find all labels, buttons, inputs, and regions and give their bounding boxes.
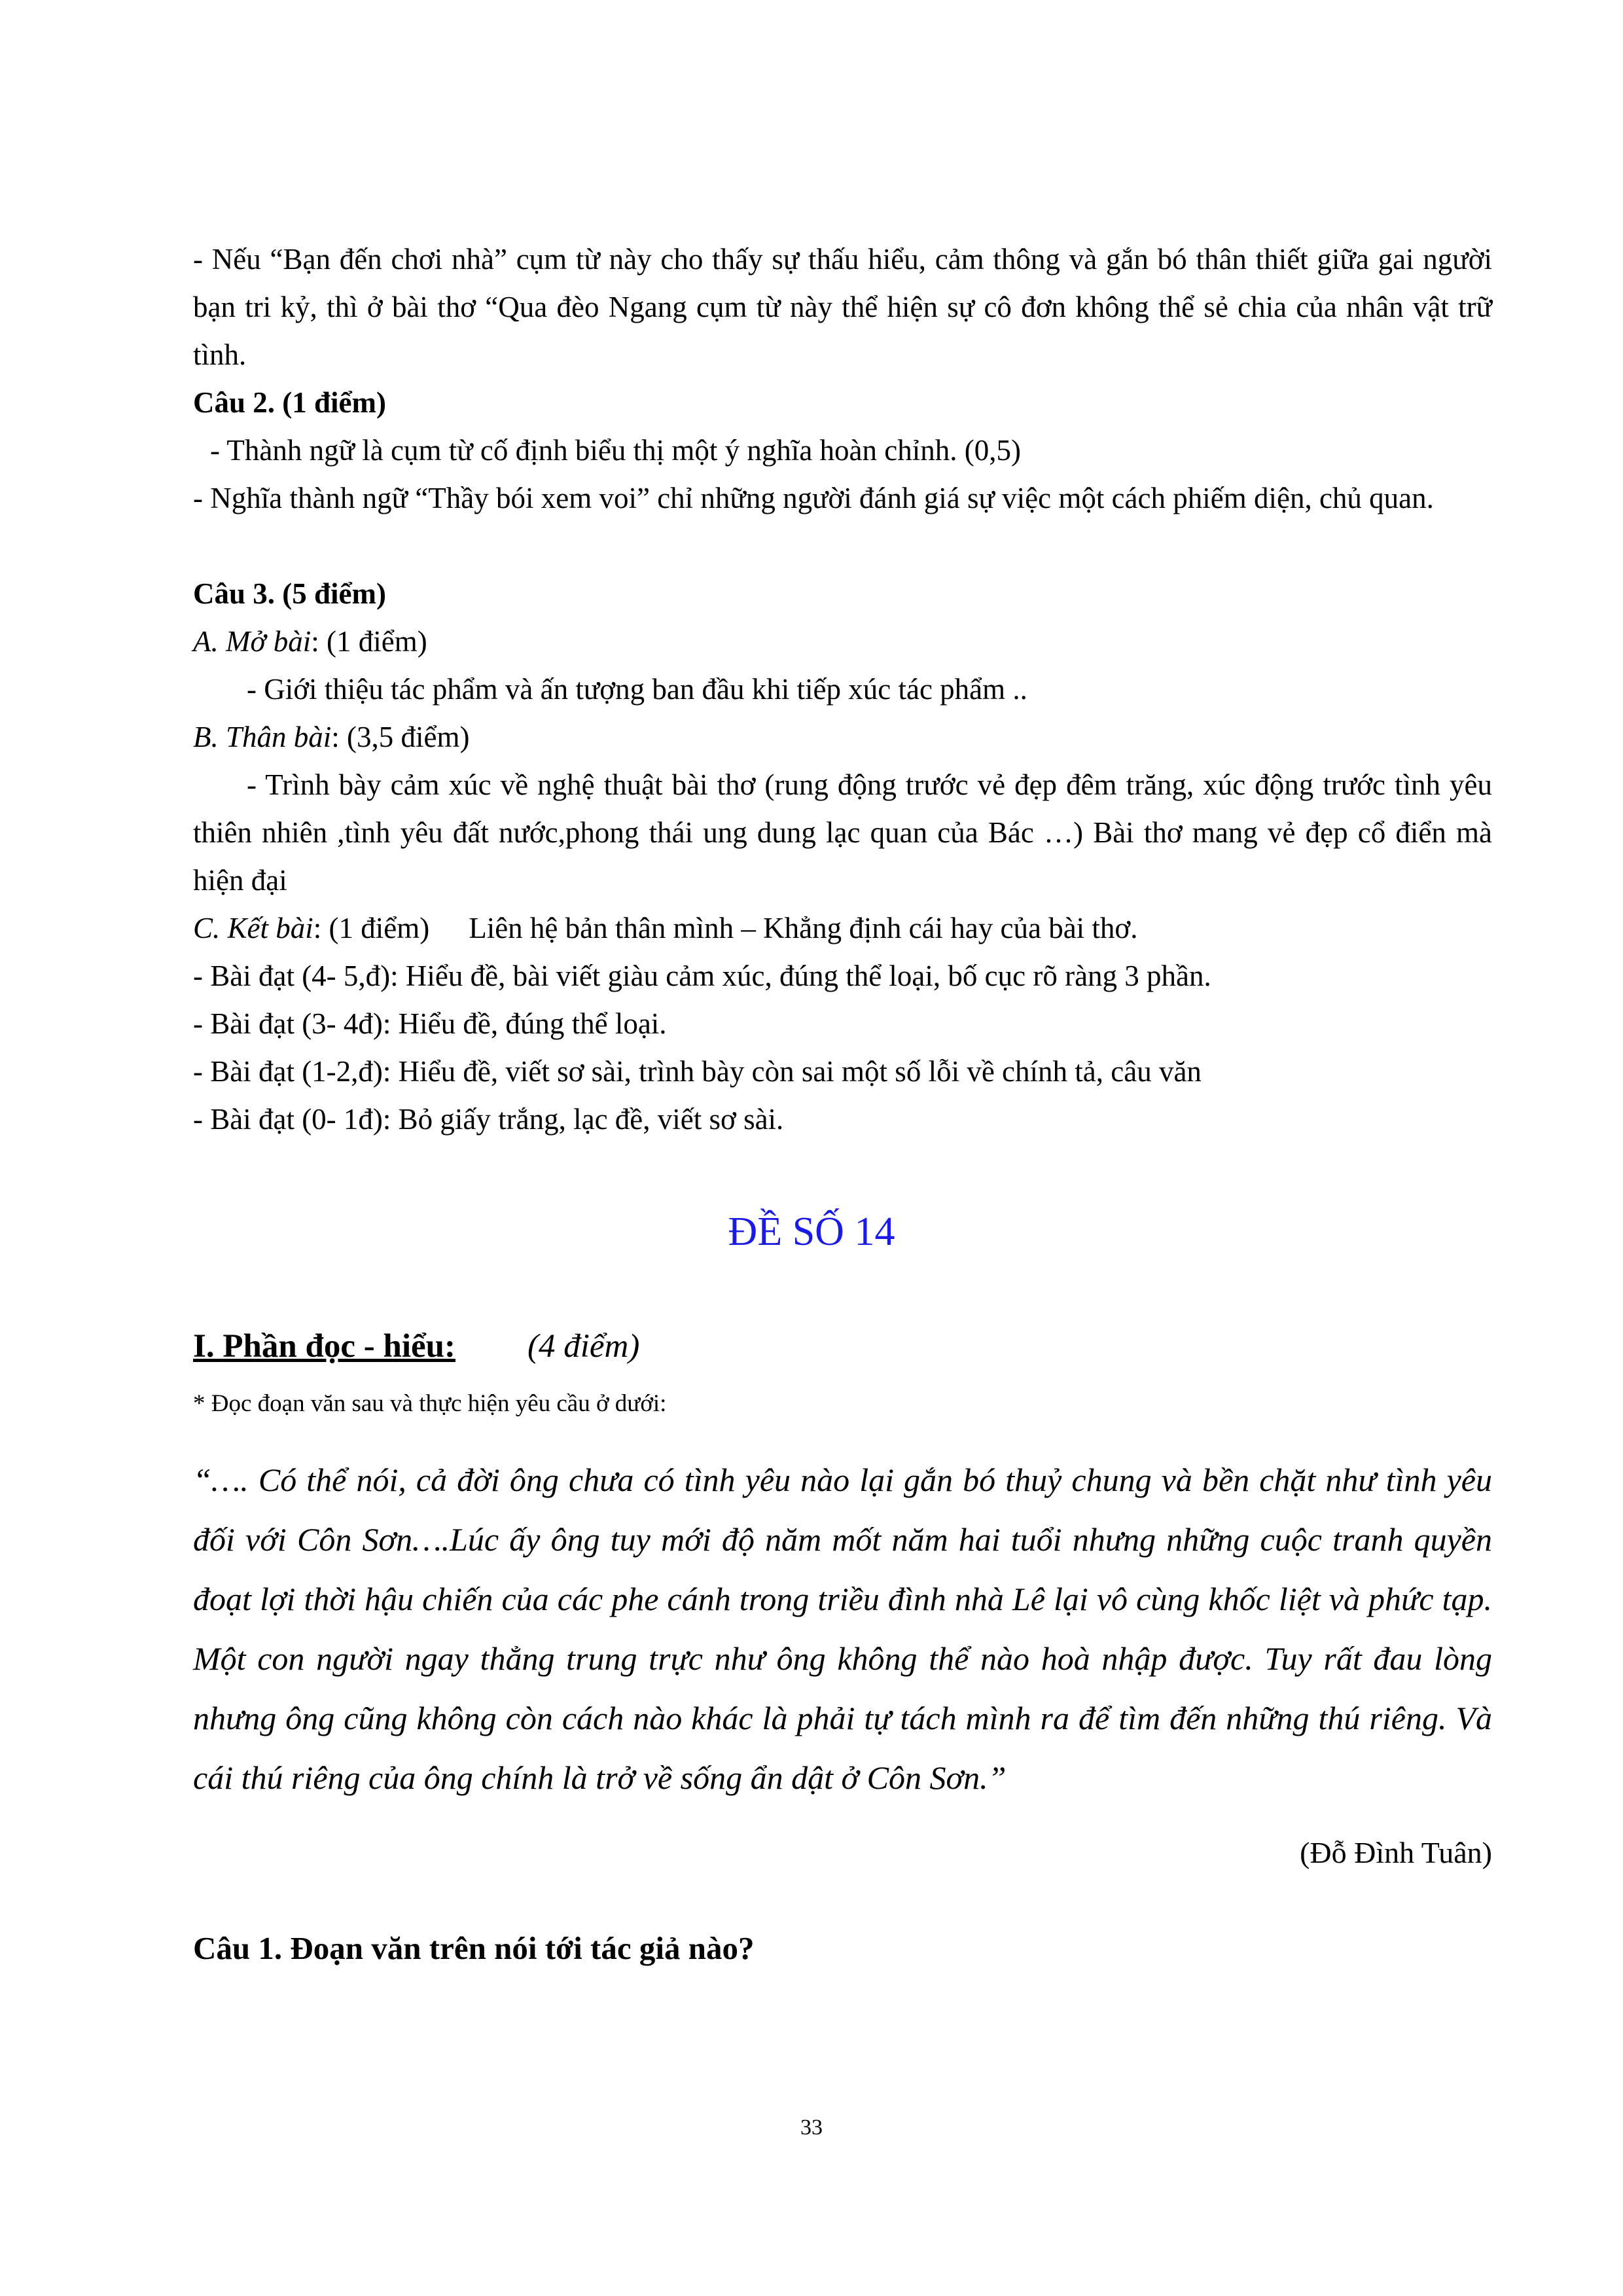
cau3-heading: Câu 3. (5 điểm)	[193, 577, 386, 610]
grade-line-2: - Bài đạt (3- 4đ): Hiểu đề, đúng thể loại.	[193, 1007, 667, 1040]
grade-line-4: - Bài đạt (0- 1đ): Bỏ giấy trắng, lạc đề, viết sơ sài.	[193, 1103, 784, 1136]
section-b-line	[193, 713, 1492, 761]
section-b-label: B. Thân bài	[193, 721, 332, 753]
section-a-label: A. Mở bài	[193, 625, 312, 658]
section-points: (4 điểm)	[527, 1328, 640, 1365]
exam-title: ĐỀ SỐ 14	[728, 1210, 895, 1254]
grade-line-1: - Bài đạt (4- 5,đ): Hiểu đề, bài viết giàu cảm xúc, đúng thể loại, bố cục rõ ràng 3 phần.	[193, 960, 1211, 992]
cau2-heading: Câu 2. (1 điểm)	[193, 386, 386, 419]
section-a-points: : (1 điểm)	[311, 625, 427, 658]
quote-author: (Đỗ Đình Tuân)	[1300, 1836, 1492, 1869]
quote-passage: “…. Có thể nói, cả đời ông chưa có tình yêu nào lại gắn bó thuỷ chung và bền chặt như tình yêu đối với Côn Sơn….Lúc ấy ông tuy mới độ năm mốt năm hai tuổi nhưng những cuộc tranh quyền đoạt lợi thời hậu chiến của các phe cánh trong triều đình nhà Lê lại vô cùng khốc liệt và phức tạp. Một con người ngay thẳng trung trực như ông không thể nào hoà nhập được. Tuy rất đau lòng nhưng ông cũng không còn cách nào khác là phải tự tách mình ra để tìm đến những thú riêng. Và cái thú riêng của ông chính là trở về sống ẩn dật ở Côn Sơn.”	[193, 1462, 1492, 1796]
page-number: 33	[800, 2115, 823, 2140]
grade-line-3: - Bài đạt (1-2,đ): Hiểu đề, viết sơ sài, trình bày còn sai một số lỗi về chính tả, câu văn	[193, 1055, 1202, 1088]
section-title: I. Phần đọc - hiểu:	[193, 1328, 455, 1365]
section-c-points: : (1 điểm)	[313, 912, 430, 944]
section-b-text: - Trình bày cảm xúc về nghệ thuật bài thơ (rung động trước vẻ đẹp đêm trăng, xúc động trước tình yêu thiên nhiên ,tình yêu đất nước,phong thái ung dung lạc quan của Bác …) Bài thơ mang vẻ đẹp cổ điển mà hiện đại	[193, 768, 1492, 897]
question-1: Câu 1. Đoạn văn trên nói tới tác giả nào?	[193, 1930, 755, 1966]
answer-paragraph-1: - Nếu “Bạn đến chơi nhà” cụm từ này cho thấy sự thấu hiểu, cảm thông và gắn bó thân thiết giữa gai người bạn tri kỷ, thì ở bài thơ “Qua đèo Ngang cụm từ này thể hiện sự cô đơn không thể sẻ chia của nhân vật trữ tình.	[193, 243, 1492, 371]
section-heading	[193, 1323, 639, 1369]
section-c-text: Liên hệ bản thân mình – Khẳng định cái hay của bài thơ.	[469, 912, 1138, 944]
instruction-text: * Đọc đoạn văn sau và thực hiện yêu cầu ở dưới:	[193, 1390, 667, 1417]
cau2-line-2: - Nghĩa thành ngữ “Thầy bói xem voi” chỉ những người đánh giá sự việc một cách phiếm diện, chủ quan.	[193, 482, 1434, 514]
section-b-points: : (3,5 điểm)	[331, 721, 470, 753]
section-a-line	[193, 618, 1492, 666]
section-c-line	[193, 905, 1492, 952]
section-a-text: - Giới thiệu tác phẩm và ấn tượng ban đầu khi tiếp xúc tác phẩm ..	[247, 673, 1027, 706]
cau2-line-1: - Thành ngữ là cụm từ cố định biểu thị một ý nghĩa hoàn chỉnh. (0,5)	[210, 434, 1021, 467]
section-c-label: C. Kết bài	[193, 912, 313, 944]
